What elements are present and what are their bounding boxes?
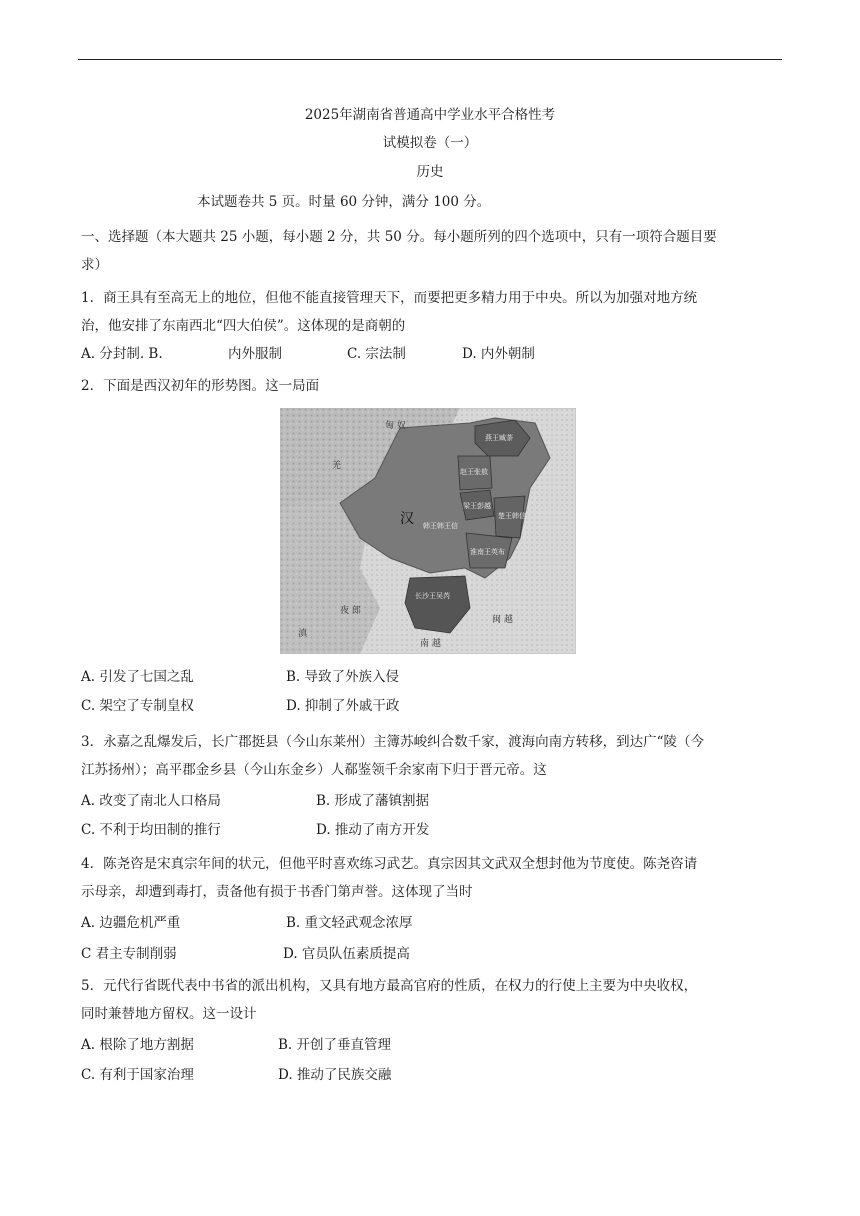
map-label-hann: 韩王韩王信 (423, 522, 458, 530)
q1-option-d[interactable]: D. 内外朝制 (462, 346, 535, 362)
q5-option-a[interactable]: A. 根除了地方割据 (81, 1037, 194, 1053)
q3-option-c[interactable]: C. 不利于均田制的推行 (81, 822, 221, 838)
map-label-zhao: 赵王张敖 (460, 468, 488, 476)
q4-option-a[interactable]: A. 边疆危机严重 (81, 915, 181, 931)
map-label-changsha: 长沙王吴芮 (415, 592, 450, 600)
map-label-yelang: 夜 郎 (340, 606, 361, 616)
western-han-situation-map (280, 408, 576, 654)
exam-title-line1: 2025年湖南省普通高中学业水平合格性考 (304, 107, 556, 123)
map-label-qiang: 羌 (332, 461, 342, 471)
q3-option-d[interactable]: D. 推动了南方开发 (316, 822, 430, 838)
q2-option-c[interactable]: C. 架空了专制皇权 (81, 698, 194, 714)
map-label-dian: 滇 (298, 629, 308, 639)
exam-title-line2: 试模拟卷（一） (382, 135, 478, 151)
q1-stem-line1: 1．商王具有至高无上的地位，但他不能直接管理天下，而要把更多精力用于中央。所以为加强对地方统 (81, 290, 698, 306)
map-label-yan: 燕王臧荼 (485, 434, 513, 442)
header-rule (78, 59, 782, 60)
q3-stem-line1: 3．永嘉之乱爆发后，长广郡挺县（今山东莱州）主簿苏峻纠合数千家，渡海向南方转移，到达广“陵（今 (81, 734, 704, 750)
q2-option-b[interactable]: B. 导致了外族入侵 (286, 669, 400, 685)
q2-option-d[interactable]: D. 抑制了外戚干政 (286, 698, 400, 714)
q1-option-a[interactable]: A. 分封制. B. (81, 346, 163, 362)
subject-title: 历史 (416, 164, 444, 180)
map-label-liang: 梁王彭越 (463, 502, 491, 510)
map-label-chu: 楚王韩信 (498, 512, 526, 520)
map-label-han: 汉 (400, 511, 414, 527)
section-heading-line2: 求） (81, 257, 108, 273)
map-label-huainan: 淮南王英布 (470, 548, 505, 556)
section-heading-line1: 一、选择题（本大题共 25 小题，每小题 2 分，共 50 分。每小题所列的四个选项中，只有一项符合题目要 (81, 229, 717, 245)
q3-stem-line2: 江苏扬州）；高平郡金乡县（今山东金乡）人郗鉴领千余家南下归于晋元帝。这 (81, 762, 547, 778)
q4-stem-line1: 4．陈尧咨是宋真宗年间的状元，但他平时喜欢练习武艺。真宗因其文武双全想封他为节度使。陈尧咨请 (81, 856, 698, 872)
q4-option-d[interactable]: D. 官员队伍素质提高 (283, 946, 410, 962)
q4-option-b[interactable]: B. 重文轻武观念浓厚 (286, 915, 413, 931)
q4-stem-line2: 示母亲，却遭到毒打，责备他有损于书香门第声誉。这体现了当时 (81, 884, 473, 900)
q1-stem-line2: 治，他安排了东南西北“四大伯侯”。这体现的是商朝的 (81, 318, 406, 334)
q5-stem-line1: 5．元代行省既代表中书省的派出机构，又具有地方最高官府的性质，在权力的行使上主要为中央收权， (81, 978, 698, 994)
q3-option-a[interactable]: A. 改变了南北人口格局 (81, 793, 221, 809)
q5-option-b[interactable]: B. 开创了垂直管理 (278, 1037, 392, 1053)
exam-note: 本试题卷共 5 页。时量 60 分钟，满分 100 分。 (197, 194, 491, 210)
q1-option-b[interactable]: 内外服制 (228, 346, 282, 362)
q2-option-a[interactable]: A. 引发了七国之乱 (81, 669, 194, 685)
q2-stem-line1: 2．下面是西汉初年的形势图。这一局面 (81, 378, 320, 394)
q1-option-c[interactable]: C. 宗法制 (347, 346, 406, 362)
map-label-minyue: 闽 越 (492, 615, 513, 625)
q4-option-c[interactable]: C 君主专制削弱 (81, 946, 177, 962)
q5-option-d[interactable]: D. 推动了民族交融 (278, 1067, 392, 1083)
q3-option-b[interactable]: B. 形成了藩镇割据 (316, 793, 430, 809)
q5-option-c[interactable]: C. 有利于国家治理 (81, 1067, 194, 1083)
map-label-nanyue: 南 越 (420, 639, 441, 649)
map-label-xiongnu: 匈 奴 (385, 421, 406, 431)
q5-stem-line2: 同时兼替地方留权。这一设计 (81, 1006, 257, 1022)
